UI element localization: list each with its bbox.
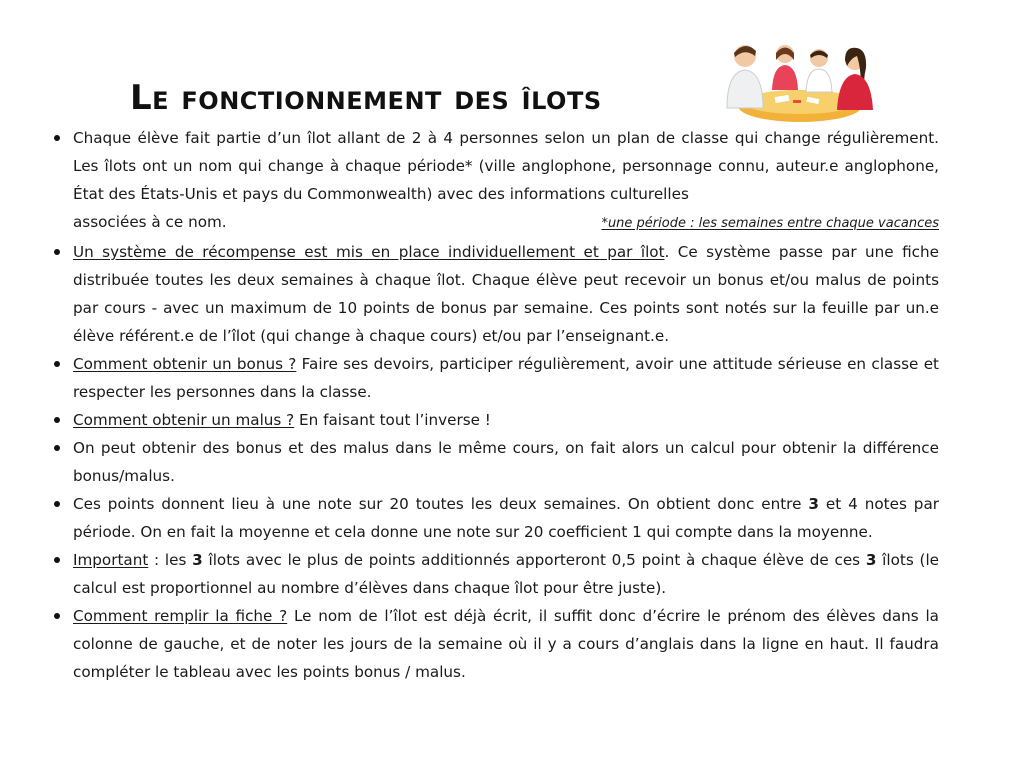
grades-number: 3 bbox=[808, 495, 819, 513]
important-number-1: 3 bbox=[192, 551, 203, 569]
reward-system-text: . Ce système passe par une fiche distribuée toutes les deux semaines à chaque îlot. Chaque élève peut recevoir un bonus et/ou malus de points par cours - avec un maximum de 10 points de bonus par semaine. Ces points sont notés sur la feuille par un.e élève référent.e de l’îlot (qui change à chaque cours) et/ou par l’enseignant.e. bbox=[73, 243, 939, 345]
malus-lead: Comment obtenir un malus ? bbox=[73, 411, 295, 429]
difference-text: On peut obtenir des bonus et des malus dans le même cours, on fait alors un calcul pour obtenir la différence bonus/malus. bbox=[73, 439, 939, 485]
fill-sheet-lead: Comment remplir la fiche ? bbox=[73, 607, 288, 625]
islands-last-line bbox=[73, 208, 939, 238]
fill-sheet-text: Le nom de l’îlot est déjà écrit, il suffit donc d’écrire le prénom des élèves dans la colonne de gauche, et de noter les jours de la semaine où il y a cours d’anglais dans la ligne en haut. Il faudra compléter le tableau avec les points bonus / malus. bbox=[73, 607, 939, 681]
bonus-lead: Comment obtenir un bonus ? bbox=[73, 355, 297, 373]
malus-text: En faisant tout l’inverse ! bbox=[294, 411, 491, 429]
rules-list bbox=[73, 124, 939, 686]
list-item-islands bbox=[73, 124, 939, 238]
important-text-3: îlots (le calcul est proportionnel au nombre d’élèves dans chaque îlot pour être juste). bbox=[73, 551, 940, 597]
list-item-difference bbox=[73, 434, 939, 490]
students-at-table-icon bbox=[715, 38, 880, 128]
islands-tail: associées à ce nom. bbox=[73, 213, 227, 231]
important-text-2: îlots avec le plus de points additionnés apporteront 0,5 point à chaque élève de ces bbox=[202, 551, 866, 569]
grades-text-2: et 4 notes par période. On en fait la moyenne et cela donne une note sur 20 coefficient 1 qui compte dans la moyenne. bbox=[73, 495, 939, 541]
list-item-grades bbox=[73, 490, 939, 546]
bonus-text: Faire ses devoirs, participer régulièrement, avoir une attitude sérieuse en classe et respecter les personnes dans la classe. bbox=[73, 355, 939, 401]
list-item-reward-system bbox=[73, 238, 939, 350]
islands-text: Chaque élève fait partie d’un îlot allant de 2 à 4 personnes selon un plan de classe qui change régulièrement. Les îlots ont un nom qui change à chaque période* (ville anglophone, personnage connu, auteur.e anglophone, État des États-Unis et pays du Commonwealth) avec des informations culturelles bbox=[73, 129, 939, 203]
important-number-2: 3 bbox=[865, 551, 877, 569]
grades-text-1: Ces points donnent lieu à une note sur 20 toutes les deux semaines. On obtient donc entre bbox=[73, 495, 809, 513]
page-title: Le fonctionnement des îlots bbox=[130, 78, 602, 118]
list-item-fill-sheet bbox=[73, 602, 939, 686]
list-item-bonus bbox=[73, 350, 939, 406]
period-footnote: *une période : les semaines entre chaque vacances bbox=[601, 216, 939, 231]
reward-system-lead: Un système de récompense est mis en place individuellement et par îlot bbox=[73, 243, 665, 261]
list-item-important bbox=[73, 546, 939, 602]
important-text-1: : les bbox=[148, 551, 193, 569]
list-item-malus bbox=[73, 406, 939, 434]
important-lead: Important bbox=[73, 551, 149, 569]
